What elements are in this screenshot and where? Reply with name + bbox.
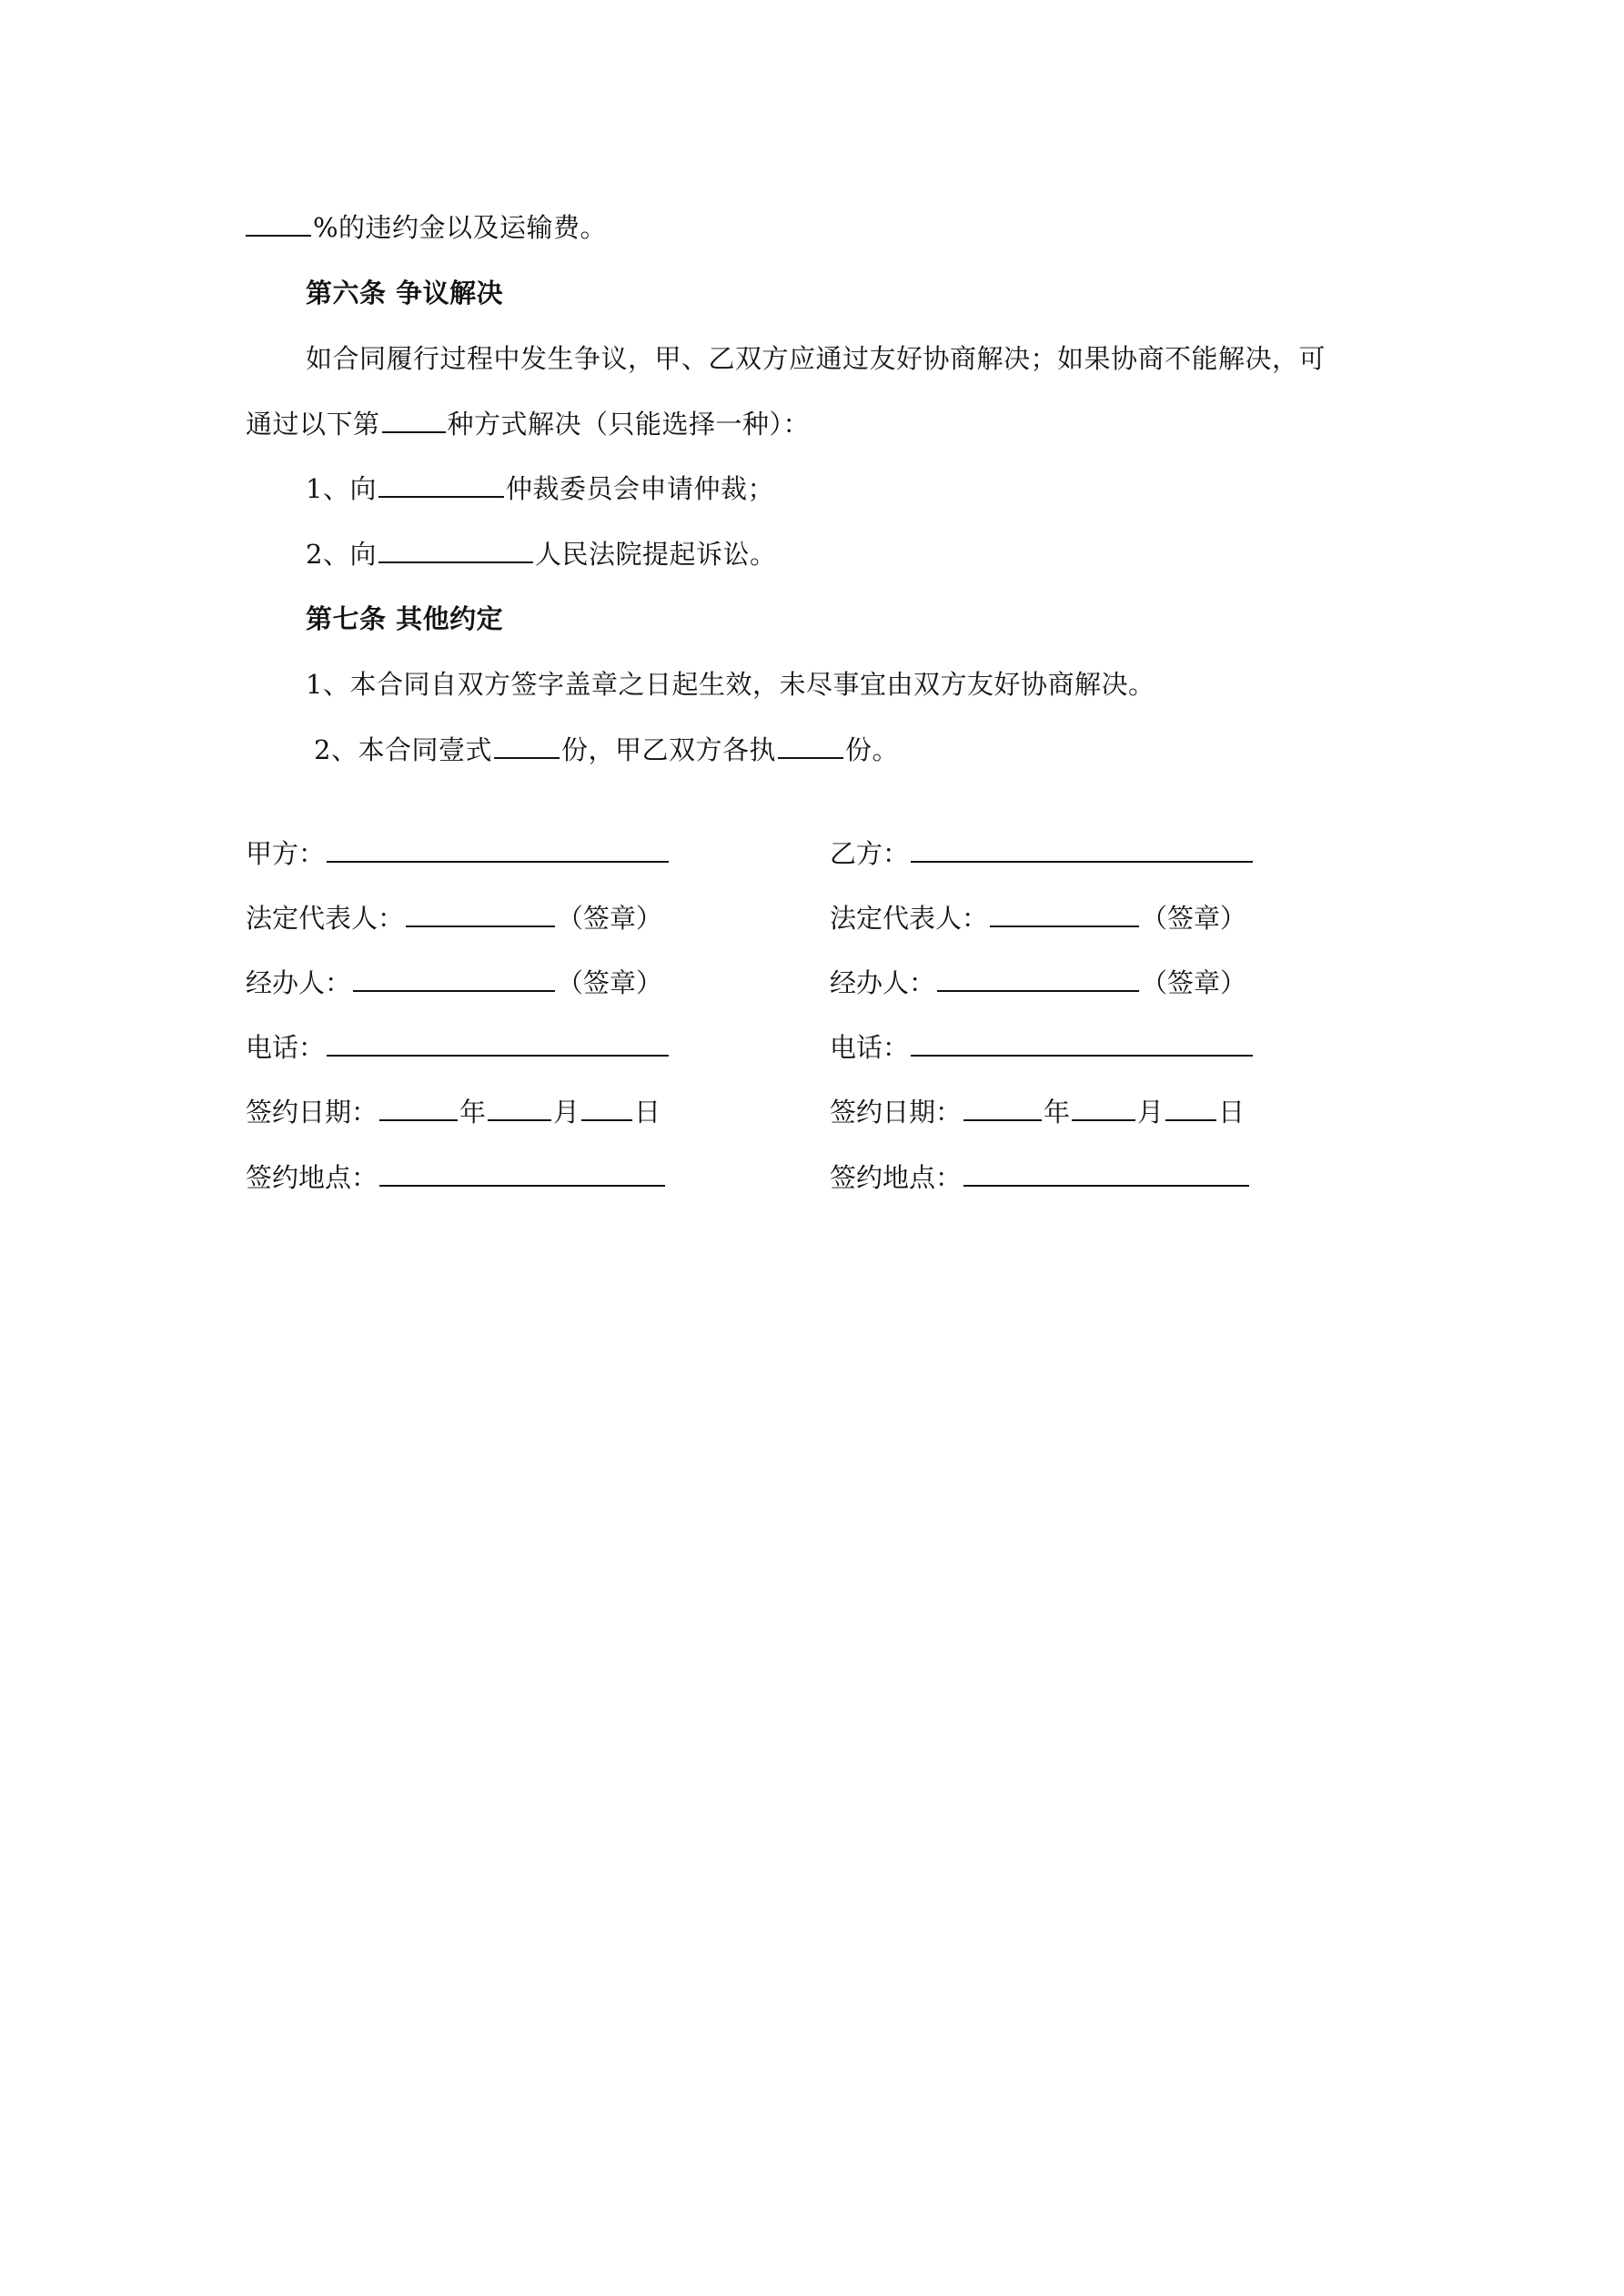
- party-a-year: 年: [459, 1097, 487, 1128]
- party-a-rep-row: [246, 900, 662, 936]
- article6-paragraph-line2: [246, 406, 810, 442]
- party-b-phone-blank[interactable]: [911, 1029, 1253, 1057]
- item2-mid: 份，甲乙双方各执: [560, 734, 776, 765]
- party-b-agent-seal: （签章）: [1141, 967, 1247, 998]
- penalty-line: [246, 209, 607, 246]
- party-b-year-blank[interactable]: [963, 1094, 1042, 1121]
- party-a-agent-blank[interactable]: [353, 965, 555, 992]
- article6-p2-suffix: 种方式解决（只能选择一种）：: [447, 409, 811, 440]
- party-b-month: 月: [1137, 1097, 1165, 1128]
- party-b-place-row: [830, 1159, 1251, 1196]
- option2-prefix: 2、向: [306, 539, 377, 570]
- party-a-rep-seal: （签章）: [557, 903, 663, 934]
- party-a-day-blank[interactable]: [581, 1094, 632, 1121]
- party-a-place-blank[interactable]: [379, 1159, 665, 1187]
- party-a-year-blank[interactable]: [379, 1094, 458, 1121]
- party-b-label: 乙方：: [830, 838, 910, 869]
- party-a-name-row: [246, 835, 671, 872]
- party-b-date-row: [830, 1094, 1245, 1130]
- article6-option2: [306, 536, 776, 572]
- party-b-day-blank[interactable]: [1165, 1094, 1216, 1121]
- party-b-phone-row: [830, 1029, 1255, 1066]
- party-b-rep-row: [830, 900, 1246, 936]
- party-a-rep-label: 法定代表人：: [246, 903, 405, 934]
- court-name-blank[interactable]: [378, 536, 533, 563]
- article7-title: 第七条 其他约定: [306, 603, 504, 634]
- penalty-percent-blank[interactable]: [246, 209, 311, 237]
- item2-suffix: 份。: [844, 734, 899, 765]
- party-a-rep-blank[interactable]: [406, 900, 555, 927]
- party-a-place-row: [246, 1159, 667, 1196]
- party-a-phone-row: [246, 1029, 671, 1066]
- party-a-agent-row: [246, 965, 662, 1001]
- party-a-day: 日: [634, 1097, 661, 1128]
- article7-item1: 1、本合同自双方签字盖章之日起生效，未尽事宜由双方友好协商解决。: [306, 669, 1155, 700]
- option1-prefix: 1、向: [306, 473, 377, 504]
- party-a-agent-label: 经办人：: [246, 967, 352, 998]
- item2-prefix: 2、本合同壹式: [314, 734, 492, 765]
- party-b-rep-blank[interactable]: [990, 900, 1139, 927]
- option1-suffix: 仲裁委员会申请仲裁；: [505, 473, 774, 504]
- party-b-year: 年: [1044, 1097, 1071, 1128]
- copies-total-blank[interactable]: [494, 732, 560, 759]
- party-a-month-blank[interactable]: [488, 1094, 551, 1121]
- article6-paragraph-line1: 如合同履行过程中发生争议，甲、乙双方应通过友好协商解决；如果协商不能解决，可: [306, 343, 1326, 374]
- party-a-phone-blank[interactable]: [327, 1029, 669, 1057]
- penalty-line-text: %的违约金以及运输费。: [313, 212, 608, 243]
- party-b-rep-seal: （签章）: [1141, 903, 1247, 934]
- party-b-rep-label: 法定代表人：: [830, 903, 989, 934]
- party-a-date-label: 签约日期：: [246, 1097, 378, 1128]
- party-b-phone-label: 电话：: [830, 1032, 910, 1063]
- party-a-name-blank[interactable]: [327, 835, 669, 863]
- article6-option1: [306, 470, 774, 507]
- party-b-agent-blank[interactable]: [937, 965, 1139, 992]
- party-a-month: 月: [553, 1097, 580, 1128]
- party-b-place-blank[interactable]: [963, 1159, 1249, 1187]
- party-b-name-blank[interactable]: [911, 835, 1253, 863]
- article7-item2: [314, 732, 899, 768]
- party-b-agent-row: [830, 965, 1246, 1001]
- party-a-place-label: 签约地点：: [246, 1162, 378, 1193]
- arbitration-committee-blank[interactable]: [378, 470, 504, 498]
- article6-p2-prefix: 通过以下第: [246, 409, 380, 440]
- dispute-method-blank[interactable]: [382, 406, 446, 433]
- article6-title: 第六条 争议解决: [306, 278, 504, 308]
- party-a-phone-label: 电话：: [246, 1032, 326, 1063]
- party-a-date-row: [246, 1094, 661, 1130]
- party-a-agent-seal: （签章）: [557, 967, 663, 998]
- copies-each-blank[interactable]: [778, 732, 843, 759]
- party-b-month-blank[interactable]: [1072, 1094, 1135, 1121]
- party-a-label: 甲方：: [246, 838, 326, 869]
- party-b-agent-label: 经办人：: [830, 967, 936, 998]
- party-b-date-label: 签约日期：: [830, 1097, 963, 1128]
- option2-suffix: 人民法院提起诉讼。: [534, 539, 777, 570]
- party-b-place-label: 签约地点：: [830, 1162, 963, 1193]
- party-b-name-row: [830, 835, 1255, 872]
- party-b-day: 日: [1218, 1097, 1246, 1128]
